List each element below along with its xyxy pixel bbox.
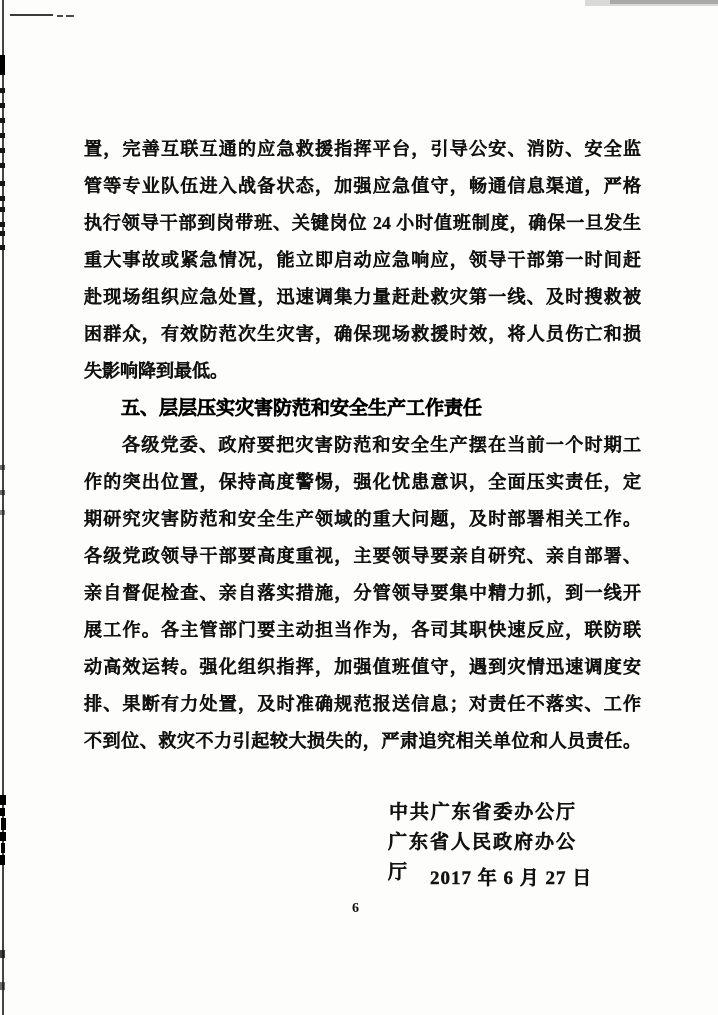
scan-edge-blob (1, 843, 5, 853)
scan-topleft-line-artifact (10, 14, 53, 16)
scan-edge-tick (0, 181, 5, 186)
body-line: 失影响降到最低。 (84, 361, 228, 381)
body-line: 不到位、救灾不力引起较大损失的，严肃追究相关单位和人员责任。 (84, 731, 641, 751)
section-heading: 五、层层压实灾害防范和安全生产工作责任 (121, 398, 483, 419)
document-body (84, 131, 641, 760)
scan-topleft-dash-artifact (66, 15, 74, 17)
scan-edge-blob (0, 795, 6, 805)
scan-edge-blob (1, 818, 6, 830)
body-line: 重大事故或紧急情况，能立即启动应急响应，领导干部第一时间赶 (84, 250, 641, 270)
body-line: 赴现场组织应急处置，迅速调集力量赶赴救灾第一线、及时搜救被 (84, 287, 641, 307)
body-line: 期研究灾害防范和安全生产领域的重大问题，及时部署相关工作。 (84, 509, 641, 529)
scan-edge-tick (0, 163, 5, 168)
body-line: 作的突出位置，保持高度警惕，强化忧患意识，全面压实责任，定 (84, 472, 641, 492)
scan-edge-tick (0, 982, 5, 990)
scan-edge-tick (0, 133, 5, 138)
body-line: 展工作。各主管部门要主动担当作为，各司其职快速反应，联防联 (84, 620, 641, 640)
scan-topright-smudge (585, 0, 718, 6)
scan-edge-tick (0, 245, 5, 250)
signature-org-2: 广东省人民政府办公厅 (388, 832, 575, 883)
body-line: 各级党委、政府要把灾害防范和安全生产摆在当前一个时期工 (122, 435, 641, 455)
body-line: 动高效运转。强化组织指挥，加强值班值守，遇到灾情迅速调度安 (84, 657, 641, 677)
scan-edge-blob (0, 855, 5, 865)
signature-org-1: 中共广东省委办公厅 (389, 802, 575, 823)
scan-edge-blob (0, 808, 5, 816)
scan-edge-tick (0, 465, 5, 470)
scan-edge-tick (0, 207, 5, 212)
scan-edge-tick (0, 222, 5, 227)
page-number: 6 (352, 901, 359, 916)
scan-edge-blob (0, 832, 6, 841)
body-line: 管等专业队伍进入战备状态，加强应急值守，畅通信息渠道，严格 (84, 176, 641, 196)
signature-date: 2017 年 6 月 27 日 (430, 868, 593, 889)
scan-edge-tick (0, 148, 5, 153)
body-line: 困群众，有效防范次生灾害，确保现场救援时效，将人员伤亡和损 (84, 324, 641, 344)
scan-topleft-dash-artifact (57, 15, 63, 17)
body-line: 亲自督促检查、亲自落实措施，分管领导要集中精力抓，到一线开 (84, 583, 641, 603)
scan-edge-tick (0, 196, 5, 201)
body-line: 置，完善互联互通的应急救援指挥平台，引导公安、消防、安全监 (84, 139, 641, 159)
scan-topright-smudge (610, 0, 718, 4)
scan-edge-tick (0, 118, 5, 123)
scan-edge-tick (0, 510, 5, 515)
scan-edge-tick (0, 950, 5, 958)
scan-left-edge-line (2, 0, 4, 1015)
body-line: 排、果断有力处置，及时准确规范报送信息；对责任不落实、工作 (84, 694, 641, 714)
scan-edge-blob (0, 55, 5, 75)
scan-edge-tick (0, 88, 5, 93)
scan-edge-tick (0, 231, 5, 236)
body-line: 各级党政领导干部要高度重视，主要领导要亲自研究、亲自部署、 (84, 546, 641, 566)
scan-edge-tick (0, 490, 5, 495)
body-line: 执行领导干部到岗带班、关键岗位 24 小时值班制度，确保一旦发生 (84, 213, 641, 233)
scan-edge-tick (0, 103, 5, 108)
